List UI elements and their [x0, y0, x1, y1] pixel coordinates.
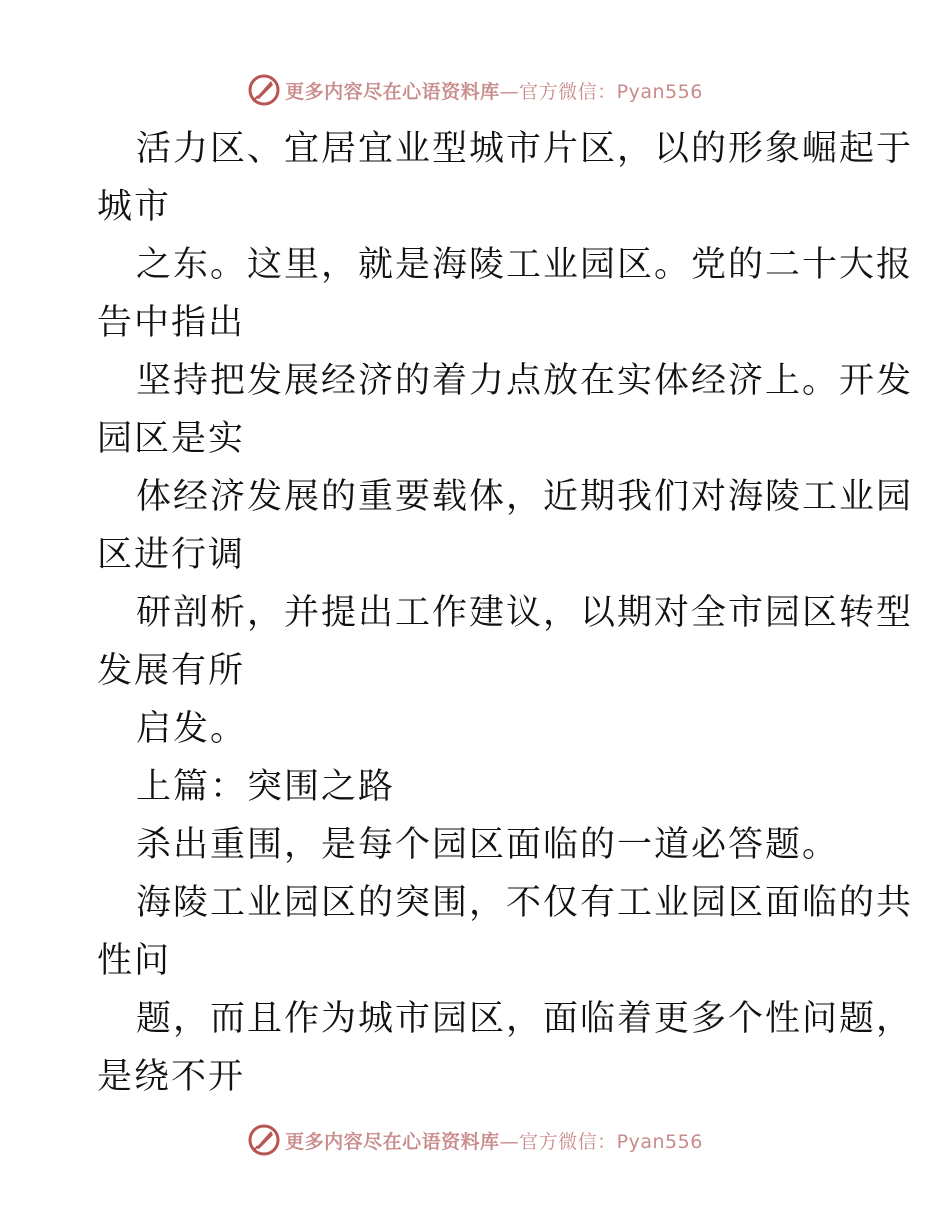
text-line: 告中指出: [97, 303, 246, 343]
watermark-site: 更多内容尽在心语资料库: [285, 1130, 500, 1153]
document-body: [97, 120, 914, 1106]
watermark-site: 更多内容尽在心语资料库: [285, 80, 500, 103]
watermark-text: [285, 1127, 703, 1154]
quill-logo-icon: [247, 1123, 281, 1157]
text-line: 海陵工业园区的突围，不仅有工业园区面临的共: [136, 883, 914, 923]
section-heading: 上篇：突围之路: [136, 767, 396, 807]
text-line: 园区是实: [97, 419, 246, 459]
quill-logo-icon: [247, 73, 281, 107]
header-watermark: [0, 70, 950, 110]
text-line: 是绕不开: [97, 1057, 246, 1097]
text-line: 坚持把发展经济的着力点放在实体经济上。开发: [136, 361, 914, 401]
text-line: 之东。这里，就是海陵工业园区。党的二十大报: [136, 245, 914, 285]
text-line: 性问: [97, 941, 172, 981]
text-line: 题，而且作为城市园区，面临着更多个性问题，: [136, 999, 914, 1039]
text-line: 城市: [97, 187, 172, 227]
watermark-contact: 官方微信：Pyan556: [519, 80, 703, 103]
text-line: 研剖析，并提出工作建议，以期对全市园区转型: [136, 593, 914, 633]
text-line: 发展有所: [97, 651, 246, 691]
footer-watermark: [0, 1120, 950, 1160]
watermark-text: [285, 77, 703, 104]
text-line: 区进行调: [97, 535, 246, 575]
watermark-contact: 官方微信：Pyan556: [519, 1130, 703, 1153]
text-line: 杀出重围，是每个园区面临的一道必答题。: [136, 825, 840, 865]
watermark-separator: —: [499, 80, 520, 103]
watermark-separator: —: [499, 1130, 520, 1153]
text-line: 体经济发展的重要载体，近期我们对海陵工业园: [136, 477, 914, 517]
text-line: 启发。: [136, 709, 248, 749]
text-line: 活力区、宜居宜业型城市片区，以的形象崛起于: [136, 129, 914, 169]
